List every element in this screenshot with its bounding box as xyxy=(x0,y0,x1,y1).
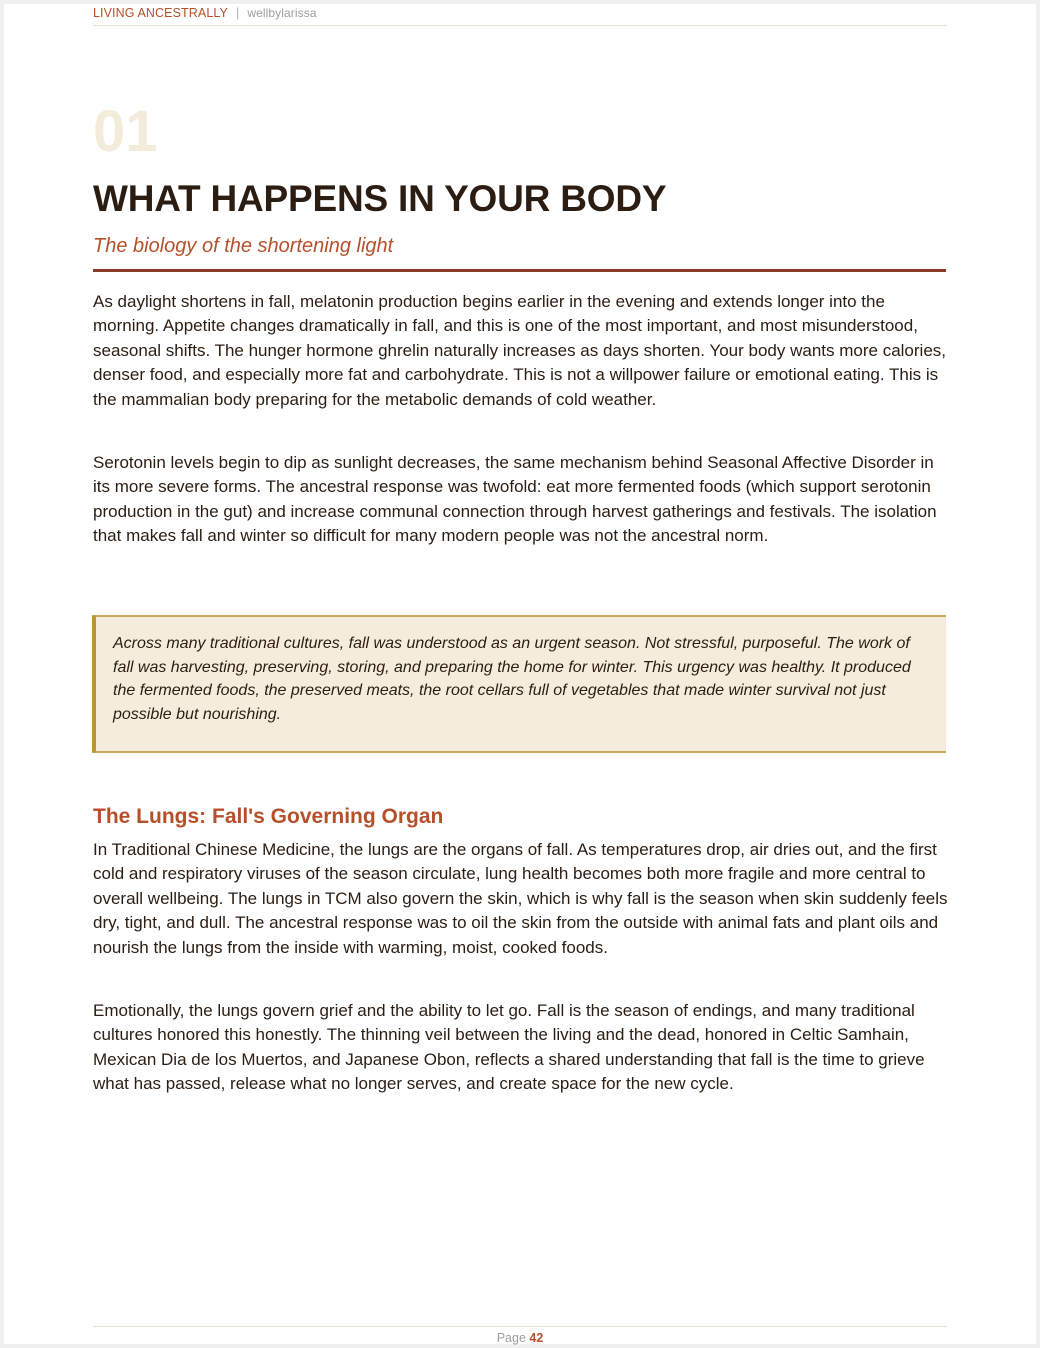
header-separator: | xyxy=(235,6,240,20)
chapter-number: 01 xyxy=(93,99,158,164)
callout-box xyxy=(92,615,946,753)
header-brand: LIVING ANCESTRALLY xyxy=(93,6,228,20)
footer-divider xyxy=(93,1326,947,1327)
chapter-subtitle: The biology of the shortening light xyxy=(93,235,394,257)
page-label: Page xyxy=(496,1331,526,1345)
header-handle: wellbylarissa xyxy=(247,6,317,20)
section-paragraph-2: Emotionally, the lungs govern grief and the ability to let go. Fall is the season of endings, and many traditional cultures honored this honestly. The thinning veil between the living and the dead, honored in Celtic Samhain, Mexican Dia de los Muertos, and Japanese Obon, reflects a shared understanding that fall is the time to grieve what has passed, release what no longer serves, and create space for the new cycle. xyxy=(93,1001,925,1094)
page-footer xyxy=(4,1330,1036,1346)
callout-text: Across many traditional cultures, fall was understood as an urgent season. Not stressful, purposeful. The work of fall was harvesting, preserving, storing, and preparing the home for winter. This urgency was healthy. It produced the fermented foods, the preserved meats, the root cellars full of vegetables that made winter survival not just possible but nourishing. xyxy=(113,635,911,724)
running-header xyxy=(93,6,947,26)
document-page xyxy=(4,4,1036,1344)
page-number: 42 xyxy=(529,1331,544,1345)
section-heading: The Lungs: Fall's Governing Organ xyxy=(93,805,444,828)
chapter-title: WHAT HAPPENS IN YOUR BODY xyxy=(93,178,667,219)
body-paragraph-1: As daylight shortens in fall, melatonin production begins earlier in the evening and extends longer into the morning. Appetite changes dramatically in fall, and this is one of the most important, and most misunderstood, seasonal shifts. The hunger hormone ghrelin naturally increases as days shorten. Your body wants more calories, denser food, and especially more fat and carbohydrate. This is not a willpower failure or emotional eating. This is the mammalian body preparing for the metabolic demands of cold weather. xyxy=(93,292,946,409)
title-divider xyxy=(93,269,946,272)
section-paragraph-1: In Traditional Chinese Medicine, the lungs are the organs of fall. As temperatures drop, air dries out, and the first cold and respiratory viruses of the season circulate, lung health becomes both more fragile and more central to overall wellbeing. The lungs in TCM also govern the skin, which is why fall is the season when skin suddenly feels dry, tight, and dull. The ancestral response was to oil the skin from the outside with animal fats and plant oils and nourish the lungs from the inside with warming, moist, cooked foods. xyxy=(93,840,948,957)
body-paragraph-2: Serotonin levels begin to dip as sunlight decreases, the same mechanism behind Seasonal Affective Disorder in its more severe forms. The ancestral response was twofold: eat more fermented foods (which support serotonin production in the gut) and increase communal connection through harvest gatherings and festivals. The isolation that makes fall and winter so difficult for many modern people was not the ancestral norm. xyxy=(93,453,937,546)
